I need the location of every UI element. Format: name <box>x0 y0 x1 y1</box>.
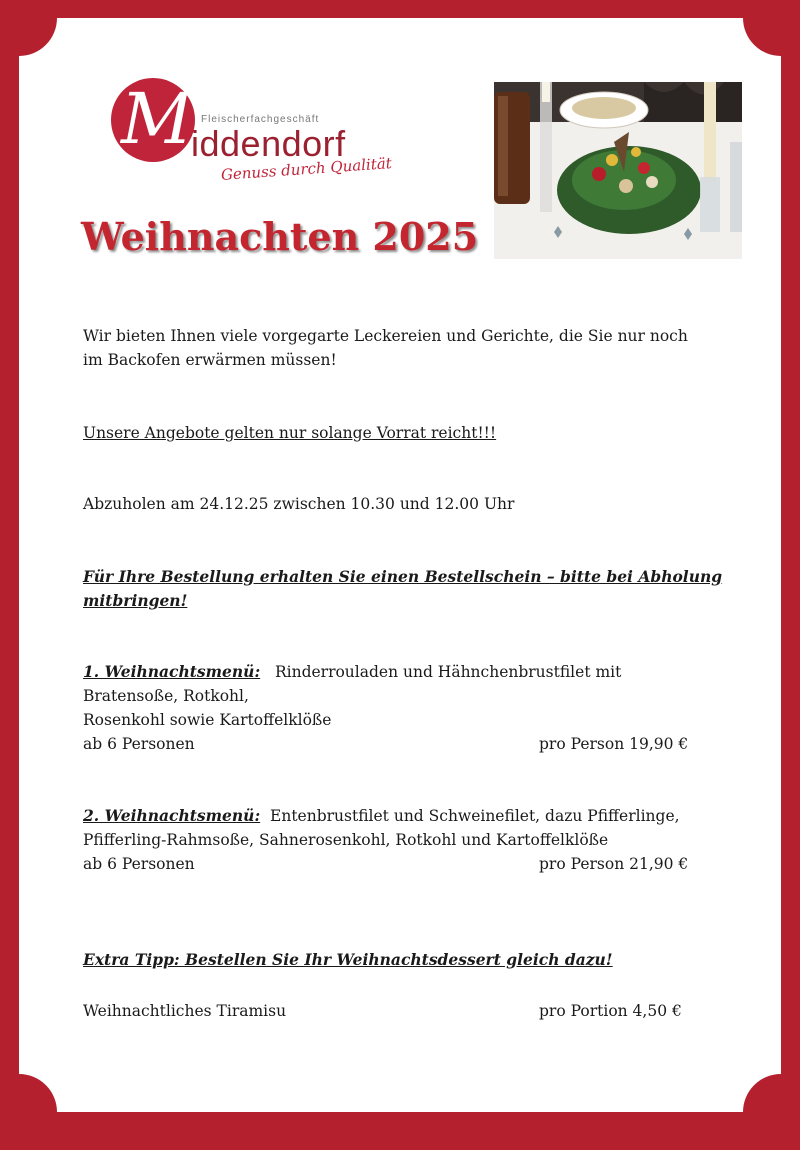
menu1-description: Rinderrouladen und Hähnchenbrustfilet mit <box>274 663 622 681</box>
menu2-description: Entenbrustfilet und Schweinefilet, dazu Pfifferlinge, <box>270 807 680 825</box>
menu2-price: pro Person 21,90 € <box>539 855 689 873</box>
menu2-label: 2. Weihnachtsmenü: <box>83 806 261 825</box>
intro-line-2: im Backofen erwärmen müssen! <box>83 351 337 369</box>
logo-slogan: Genuss durch Qualität <box>220 154 393 184</box>
pickup-info: Abzuholen am 24.12.25 zwischen 10.30 und 12.00 Uhr <box>83 495 515 513</box>
extra-tip: Extra Tipp: Bestellen Sie Ihr Weihnachtsdessert gleich dazu! <box>83 950 613 969</box>
stock-notice: Unsere Angebote gelten nur solange Vorrat reicht!!! <box>83 424 497 442</box>
menu1-line-1 <box>83 660 621 684</box>
dessert-name: Weihnachtliches Tiramisu <box>83 1002 287 1020</box>
logo-name: iddendorf <box>191 123 346 164</box>
menu1-price: pro Person 19,90 € <box>539 735 689 753</box>
logo-tagline: Fleischerfachgeschäft <box>201 114 320 125</box>
flyer-page <box>19 18 781 1112</box>
menu2-line-1 <box>83 804 680 828</box>
menu1-line-3: Rosenkohl sowie Kartoffelklöße <box>83 711 332 729</box>
corner-decoration <box>0 1074 57 1150</box>
dessert-price: pro Portion 4,50 € <box>539 1002 682 1020</box>
christmas-table-icon <box>494 82 742 259</box>
menu2-line-2: Pfifferling-Rahmsoße, Sahnerosenkohl, Rotkohl und Kartoffelklöße <box>83 831 609 849</box>
intro-line-1: Wir bieten Ihnen viele vorgegarte Leckereien und Gerichte, die Sie nur noch <box>83 327 688 345</box>
menu1-persons: ab 6 Personen <box>83 735 195 753</box>
company-logo <box>111 78 451 198</box>
corner-decoration <box>743 0 800 56</box>
page-title: Weihnachten 2025 <box>81 214 479 259</box>
order-note-line-1: Für Ihre Bestellung erhalten Sie einen Bestellschein – bitte bei Abholung <box>83 567 723 586</box>
corner-decoration <box>743 1074 800 1150</box>
corner-decoration <box>0 0 57 56</box>
logo-initial: M <box>121 78 193 160</box>
menu2-persons: ab 6 Personen <box>83 855 195 873</box>
menu1-label: 1. Weihnachtsmenü: <box>83 662 261 681</box>
order-note-line-2: mitbringen! <box>83 591 188 610</box>
menu1-line-2: Bratensoße, Rotkohl, <box>83 687 249 705</box>
